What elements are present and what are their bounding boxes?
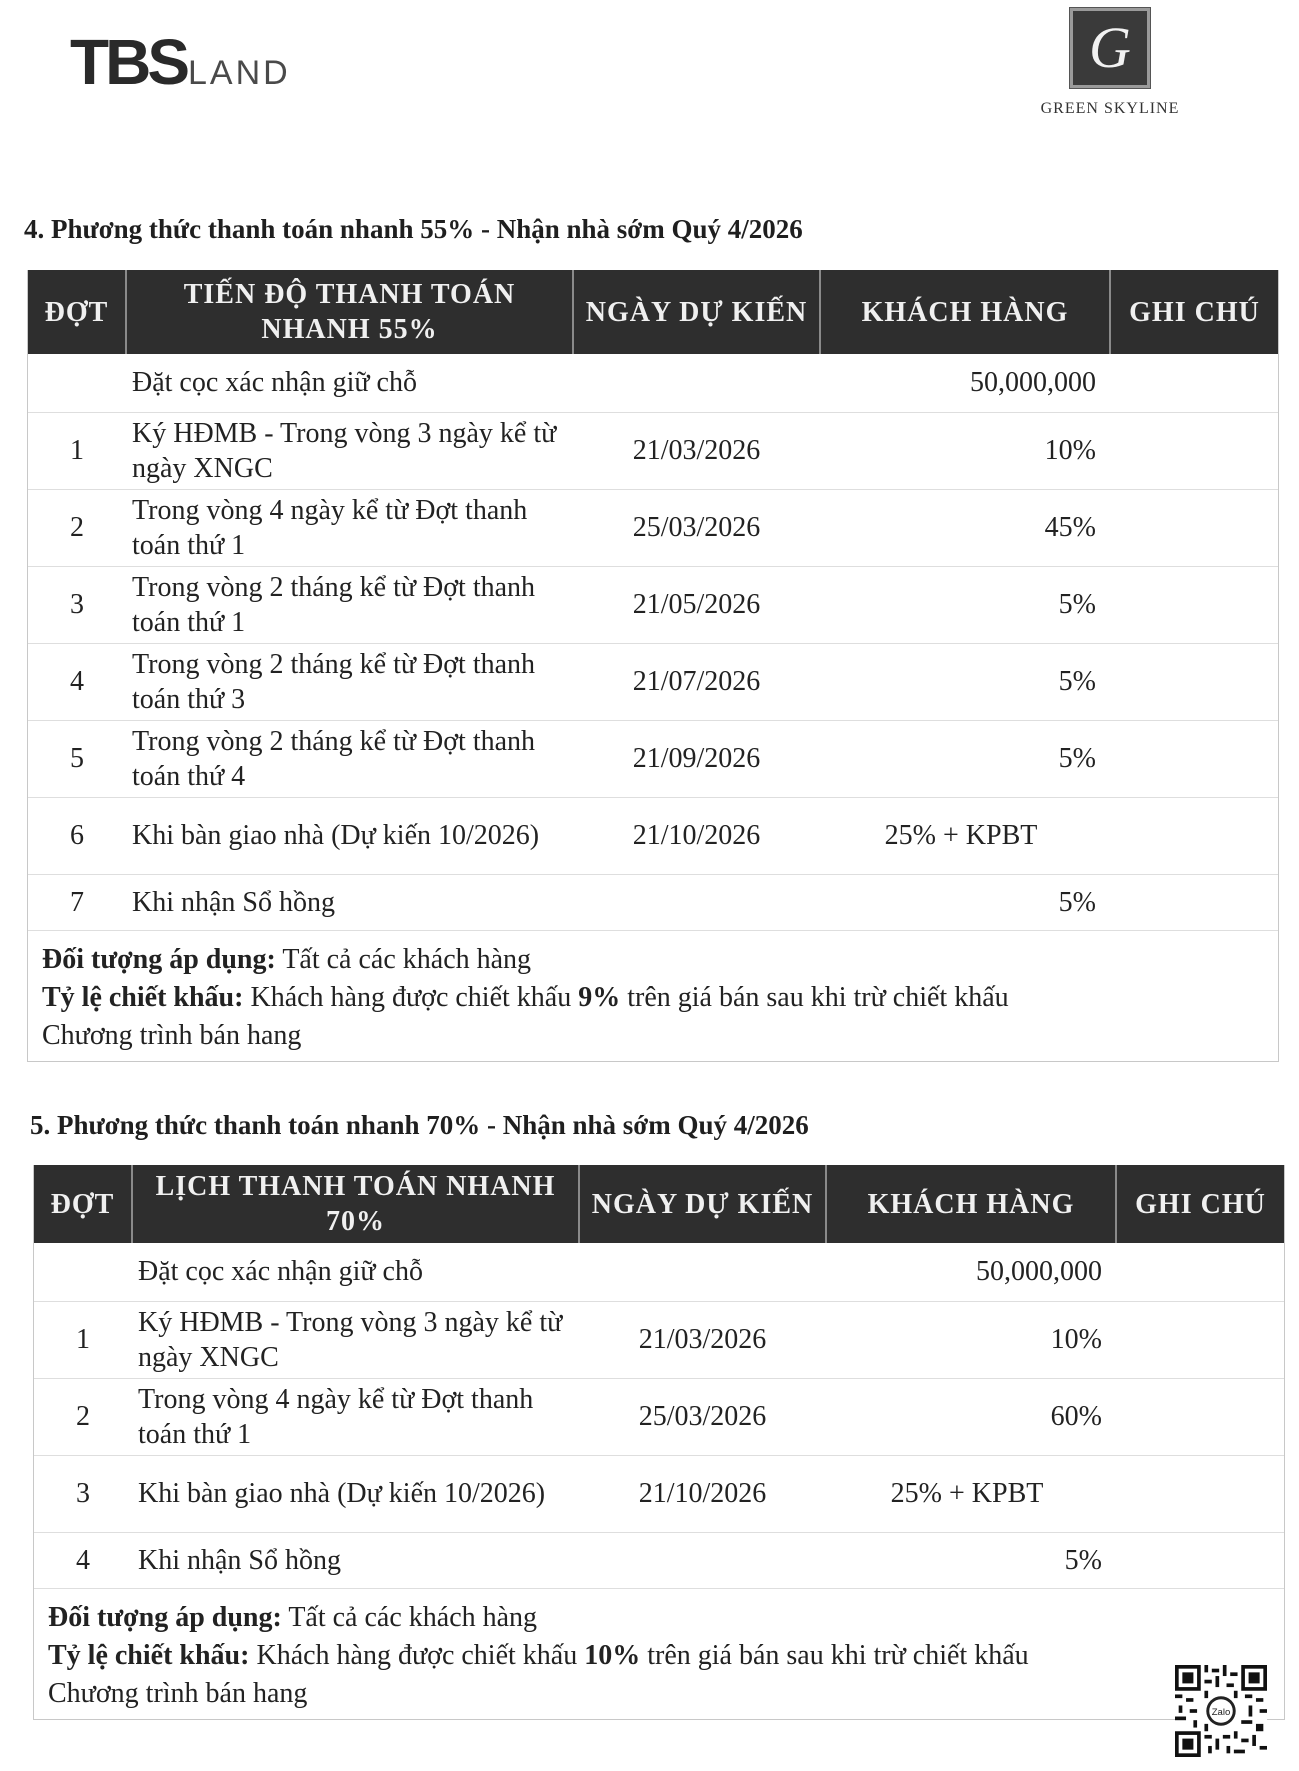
- cell-date: [579, 1243, 826, 1301]
- col-header-dot: ĐỢT: [34, 1165, 132, 1243]
- cell-note: [1116, 1301, 1284, 1378]
- cell-dot: 7: [28, 874, 126, 930]
- section4-table: [27, 270, 1279, 1062]
- cell-note: [1110, 874, 1278, 930]
- table-row: [28, 643, 1278, 720]
- cell-date: 21/10/2026: [579, 1455, 826, 1532]
- program-line: Chương trình bán hang: [42, 1019, 302, 1051]
- col-header-dot: ĐỢT: [28, 270, 126, 354]
- table-row: [34, 1378, 1284, 1455]
- section4-title: 4. Phương thức thanh toán nhanh 55% - Nhận nhà sớm Quý 4/2026: [24, 214, 803, 244]
- discount-label: Tỷ lệ chiết khấu:: [48, 1639, 250, 1671]
- cell-desc: Trong vòng 2 tháng kể từ Đợt thanh toán thứ 3: [126, 643, 573, 720]
- cell-customer: 45%: [820, 489, 1110, 566]
- cell-dot: 5: [28, 720, 126, 797]
- section5-notes: [34, 1589, 1284, 1719]
- cell-note: [1110, 354, 1278, 412]
- table-row: [34, 1243, 1284, 1301]
- cell-customer: 5%: [820, 720, 1110, 797]
- cell-desc: Đặt cọc xác nhận giữ chỗ: [126, 354, 573, 412]
- cell-date: [579, 1532, 826, 1588]
- table-row: [34, 1301, 1284, 1378]
- col-header-note: GHI CHÚ: [1110, 270, 1278, 354]
- col-header-customer: KHÁCH HÀNG: [826, 1165, 1116, 1243]
- cell-date: 25/03/2026: [573, 489, 820, 566]
- qr-label: Zalo: [1211, 1707, 1231, 1719]
- col-header-schedule: LỊCH THANH TOÁN NHANH 70%: [132, 1165, 579, 1243]
- discount-pre: Khách hàng được chiết khấu: [249, 1639, 585, 1671]
- cell-date: 21/09/2026: [573, 720, 820, 797]
- cell-desc: Trong vòng 4 ngày kể từ Đợt thanh toán thứ 1: [126, 489, 573, 566]
- table-row: [34, 1532, 1284, 1588]
- target-line: [42, 941, 1264, 979]
- cell-date: 25/03/2026: [579, 1378, 826, 1455]
- col-header-date: NGÀY DỰ KIẾN: [579, 1165, 826, 1243]
- cell-customer: 5%: [820, 643, 1110, 720]
- discount-line: [42, 979, 1264, 1017]
- table-row: [34, 1455, 1284, 1532]
- table-row: [28, 412, 1278, 489]
- cell-dot: 3: [28, 566, 126, 643]
- target-line: [48, 1599, 1270, 1637]
- target-label: Đối tượng áp dụng:: [48, 1601, 282, 1633]
- discount-label: Tỷ lệ chiết khấu:: [42, 981, 244, 1013]
- discount-percent: 9%: [578, 981, 621, 1013]
- cell-date: 21/10/2026: [573, 797, 820, 874]
- cell-note: [1110, 720, 1278, 797]
- col-header-date: NGÀY DỰ KIẾN: [573, 270, 820, 354]
- section4-notes: [28, 931, 1278, 1061]
- cell-desc: Khi bàn giao nhà (Dự kiến 10/2026): [126, 797, 573, 874]
- cell-desc: Trong vòng 2 tháng kể từ Đợt thanh toán thứ 4: [126, 720, 573, 797]
- cell-desc: Trong vòng 2 tháng kể từ Đợt thanh toán thứ 1: [126, 566, 573, 643]
- col-header-progress: TIẾN ĐỘ THANH TOÁN NHANH 55%: [126, 270, 573, 354]
- cell-customer: 10%: [826, 1301, 1116, 1378]
- table-row: [28, 489, 1278, 566]
- table-row: [28, 720, 1278, 797]
- cell-desc: Ký HĐMB - Trong vòng 3 ngày kể từ ngày XNGC: [126, 412, 573, 489]
- cell-customer: 25% + KPBT: [820, 797, 1110, 874]
- cell-note: [1110, 643, 1278, 720]
- logo-land-text: LAND: [188, 54, 291, 92]
- cell-dot: 4: [34, 1532, 132, 1588]
- cell-date: 21/07/2026: [573, 643, 820, 720]
- program-line: Chương trình bán hang: [48, 1677, 308, 1709]
- green-skyline-mark: [1070, 8, 1150, 88]
- cell-desc: Khi bàn giao nhà (Dự kiến 10/2026): [132, 1455, 579, 1532]
- col-header-note: GHI CHÚ: [1116, 1165, 1284, 1243]
- cell-note: [1110, 566, 1278, 643]
- cell-note: [1116, 1532, 1284, 1588]
- cell-note: [1110, 412, 1278, 489]
- discount-line: [48, 1637, 1270, 1675]
- cell-customer: 10%: [820, 412, 1110, 489]
- cell-note: [1116, 1378, 1284, 1455]
- cell-note: [1116, 1243, 1284, 1301]
- cell-customer: 5%: [826, 1532, 1116, 1588]
- cell-customer: 60%: [826, 1378, 1116, 1455]
- cell-dot: 1: [28, 412, 126, 489]
- green-skyline-logo: [1025, 8, 1195, 118]
- logo-g-letter: G: [1089, 15, 1131, 80]
- cell-customer: 25% + KPBT: [826, 1455, 1116, 1532]
- col-header-customer: KHÁCH HÀNG: [820, 270, 1110, 354]
- target-value: Tất cả các khách hàng: [275, 943, 532, 975]
- cell-date: 21/03/2026: [579, 1301, 826, 1378]
- table-row: [28, 874, 1278, 930]
- section5-title: 5. Phương thức thanh toán nhanh 70% - Nhận nhà sớm Quý 4/2026: [30, 1110, 809, 1140]
- cell-dot: 6: [28, 797, 126, 874]
- discount-percent: 10%: [584, 1639, 641, 1671]
- cell-desc: Khi nhận Sổ hồng: [132, 1532, 579, 1588]
- cell-dot: 3: [34, 1455, 132, 1532]
- discount-post: trên giá bán sau khi trừ chiết khấu: [640, 1639, 1029, 1671]
- logo-tbs-text: TBS: [70, 26, 186, 98]
- cell-desc: Ký HĐMB - Trong vòng 3 ngày kể từ ngày XNGC: [132, 1301, 579, 1378]
- target-label: Đối tượng áp dụng:: [42, 943, 276, 975]
- cell-note: [1116, 1455, 1284, 1532]
- cell-date: 21/05/2026: [573, 566, 820, 643]
- table-row: [28, 354, 1278, 412]
- table-row: [28, 566, 1278, 643]
- cell-dot: 2: [28, 489, 126, 566]
- cell-date: [573, 874, 820, 930]
- section5-table: [33, 1165, 1285, 1720]
- discount-pre: Khách hàng được chiết khấu: [243, 981, 579, 1013]
- cell-desc: Đặt cọc xác nhận giữ chỗ: [132, 1243, 579, 1301]
- cell-dot: [34, 1243, 132, 1301]
- cell-desc: Khi nhận Sổ hồng: [126, 874, 573, 930]
- green-skyline-brand: GREEN SKYLINE: [1040, 100, 1180, 117]
- target-value: Tất cả các khách hàng: [281, 1601, 538, 1633]
- qr-code-icon: [1175, 1665, 1267, 1757]
- cell-date: [573, 354, 820, 412]
- cell-dot: [28, 354, 126, 412]
- cell-dot: 2: [34, 1378, 132, 1455]
- table-row: [28, 797, 1278, 874]
- discount-post: trên giá bán sau khi trừ chiết khấu: [620, 981, 1009, 1013]
- cell-desc: Trong vòng 4 ngày kể từ Đợt thanh toán thứ 1: [132, 1378, 579, 1455]
- cell-customer: 50,000,000: [826, 1243, 1116, 1301]
- cell-note: [1110, 489, 1278, 566]
- tbs-land-logo: [70, 26, 291, 98]
- cell-date: 21/03/2026: [573, 412, 820, 489]
- cell-note: [1110, 797, 1278, 874]
- cell-customer: 5%: [820, 566, 1110, 643]
- cell-dot: 1: [34, 1301, 132, 1378]
- cell-customer: 50,000,000: [820, 354, 1110, 412]
- cell-dot: 4: [28, 643, 126, 720]
- cell-customer: 5%: [820, 874, 1110, 930]
